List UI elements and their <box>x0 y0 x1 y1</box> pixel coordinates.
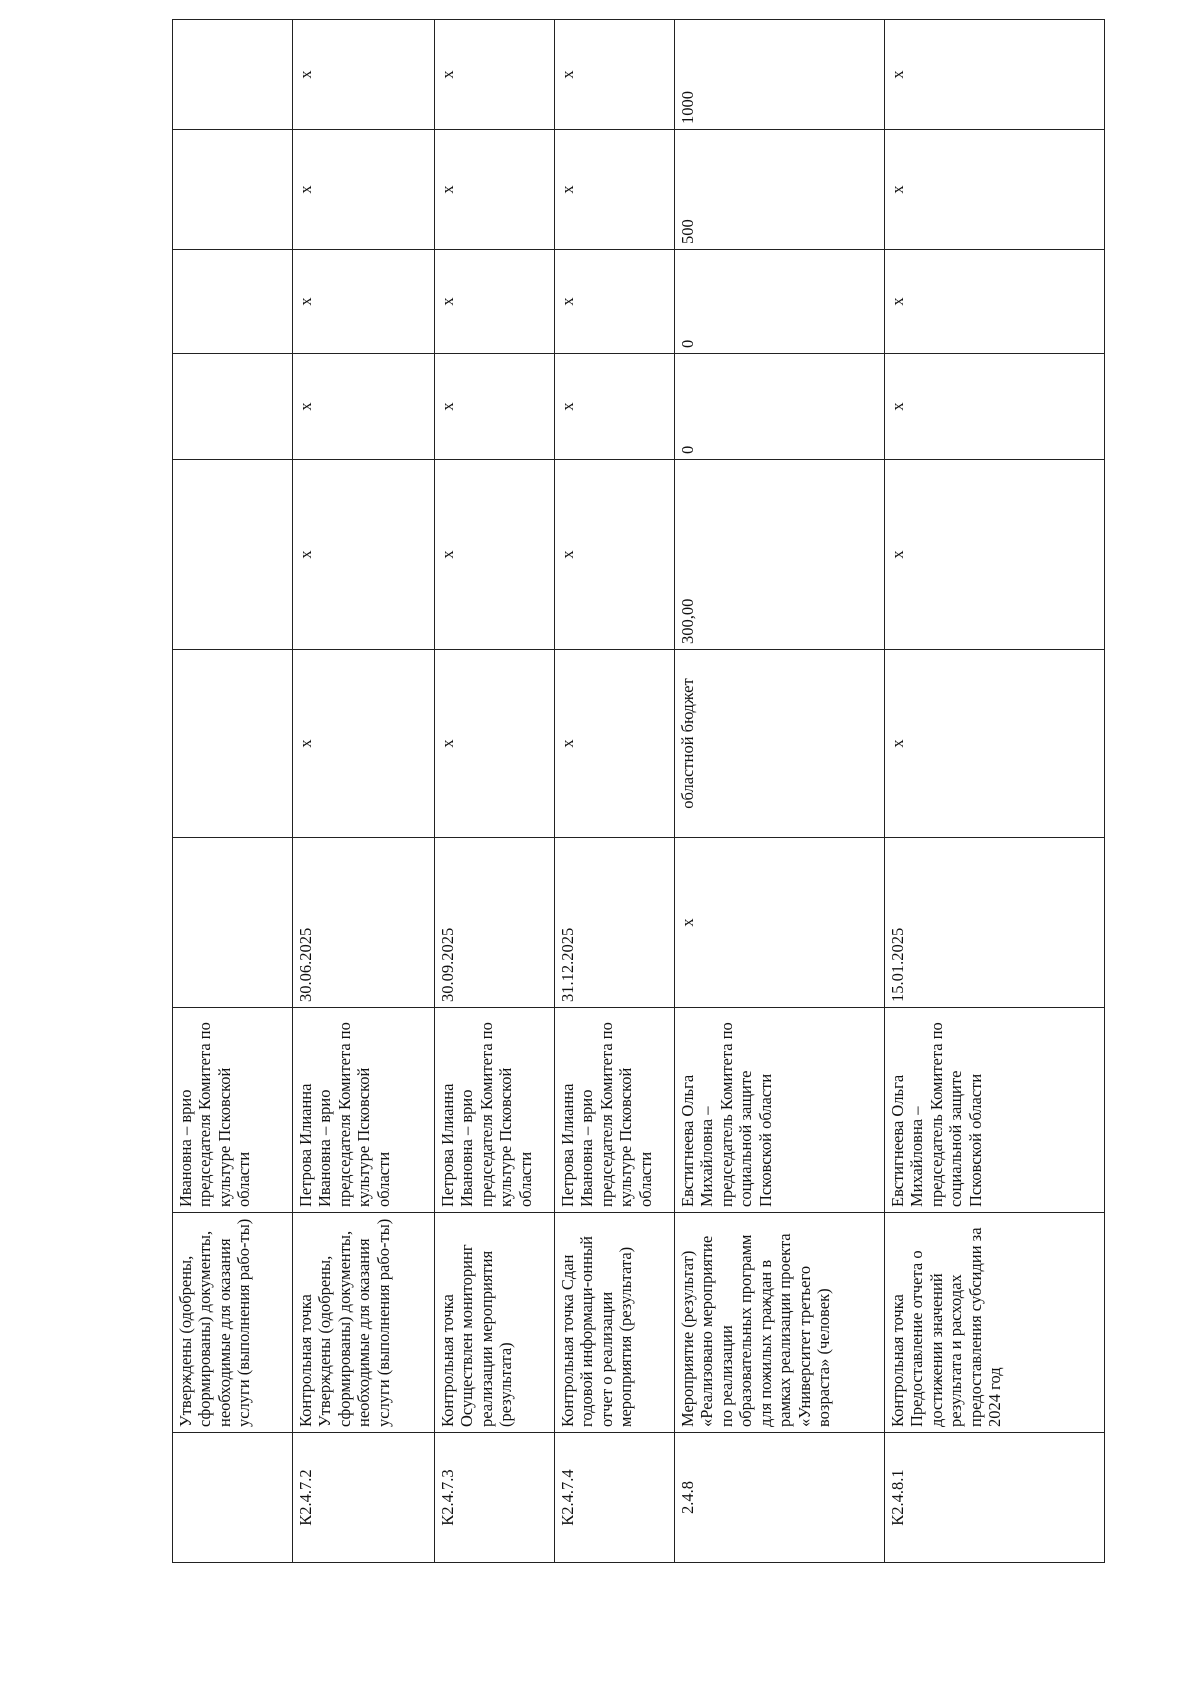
plan-table <box>172 19 1105 1563</box>
row-value-2 <box>173 354 293 460</box>
row-responsible: Петрова Илианна Ивановна – врио председателя Комитета по культуре Псковской области <box>293 1008 435 1213</box>
table-row <box>885 20 1105 1563</box>
row-date: 31.12.2025 <box>555 838 675 1008</box>
row-value-5: x <box>885 20 1105 130</box>
row-value-2: x <box>555 354 675 460</box>
row-value-4: x <box>293 130 435 250</box>
row-date <box>173 838 293 1008</box>
row-responsible: Евстигнеева Ольга Михайловна – председатель Комитета по социальной защите Псковской области <box>885 1008 1105 1213</box>
row-value-2: 0 <box>675 354 885 460</box>
row-value-3 <box>173 250 293 354</box>
row-value-3: x <box>293 250 435 354</box>
table-row <box>675 20 885 1563</box>
table-row <box>435 20 555 1563</box>
row-value-3: x <box>885 250 1105 354</box>
row-value-3: x <box>555 250 675 354</box>
row-date: x <box>675 838 885 1008</box>
row-value-1: x <box>555 460 675 650</box>
row-value-5: x <box>555 20 675 130</box>
row-responsible: Евстигнеева Ольга Михайловна – председатель Комитета по социальной защите Псковской области <box>675 1008 885 1213</box>
rotated-table-wrapper <box>172 58 1104 1563</box>
row-name: Контрольная точка Предоставление отчета о достижении значений результата и расходах предоставления субсидии за 2024 год <box>885 1213 1105 1433</box>
row-value-3: x <box>435 250 555 354</box>
row-source: x <box>555 650 675 838</box>
row-code <box>173 1433 293 1563</box>
row-source <box>173 650 293 838</box>
table-row <box>293 20 435 1563</box>
row-name: Контрольная точка Сдан годовой информаци-онный отчет о реализации мероприятия (результата) <box>555 1213 675 1433</box>
row-code: 2.4.8 <box>675 1433 885 1563</box>
row-value-1: x <box>293 460 435 650</box>
row-responsible: Петрова Илианна Ивановна – врио председателя Комитета по культуре Псковской области <box>435 1008 555 1213</box>
row-date: 30.09.2025 <box>435 838 555 1008</box>
row-source: x <box>435 650 555 838</box>
row-name: Утверждены (одобрены, сформированы) документы, необходимые для оказания услуги (выполнения рабо-ты) <box>173 1213 293 1433</box>
table-row <box>173 20 293 1563</box>
row-value-3: 0 <box>675 250 885 354</box>
row-value-4: 500 <box>675 130 885 250</box>
row-value-1: x <box>885 460 1105 650</box>
row-value-1: 300,00 <box>675 460 885 650</box>
row-value-2: x <box>435 354 555 460</box>
row-code: К2.4.8.1 <box>885 1433 1105 1563</box>
row-name: Контрольная точка Утверждены (одобрены, сформированы) документы, необходимые для оказания услуги (выполнения рабо-ты) <box>293 1213 435 1433</box>
row-name: Мероприятие (результат) «Реализовано мероприятие по реализации образовательных программ для пожилых граждан в рамках реализации проекта «Университет третьего возраста» (человек) <box>675 1213 885 1433</box>
row-value-4: x <box>555 130 675 250</box>
row-value-5: x <box>293 20 435 130</box>
row-code: К2.4.7.4 <box>555 1433 675 1563</box>
row-date: 30.06.2025 <box>293 838 435 1008</box>
row-value-4: x <box>885 130 1105 250</box>
row-value-5: 1000 <box>675 20 885 130</box>
row-source: областной бюджет <box>675 650 885 838</box>
row-value-2: x <box>885 354 1105 460</box>
row-name: Контрольная точка Осуществлен мониторинг реализации мероприятия (результата) <box>435 1213 555 1433</box>
row-responsible: Петрова Илианна Ивановна – врио председателя Комитета по культуре Псковской области <box>555 1008 675 1213</box>
table-row <box>555 20 675 1563</box>
row-value-2: x <box>293 354 435 460</box>
row-value-4 <box>173 130 293 250</box>
row-value-1: x <box>435 460 555 650</box>
row-value-5 <box>173 20 293 130</box>
row-source: x <box>293 650 435 838</box>
row-code: К2.4.7.3 <box>435 1433 555 1563</box>
row-value-5: x <box>435 20 555 130</box>
row-responsible: Ивановна – врио председателя Комитета по культуре Псковской области <box>173 1008 293 1213</box>
row-value-4: x <box>435 130 555 250</box>
row-code: К2.4.7.2 <box>293 1433 435 1563</box>
row-date: 15.01.2025 <box>885 838 1105 1008</box>
row-source: x <box>885 650 1105 838</box>
row-value-1 <box>173 460 293 650</box>
